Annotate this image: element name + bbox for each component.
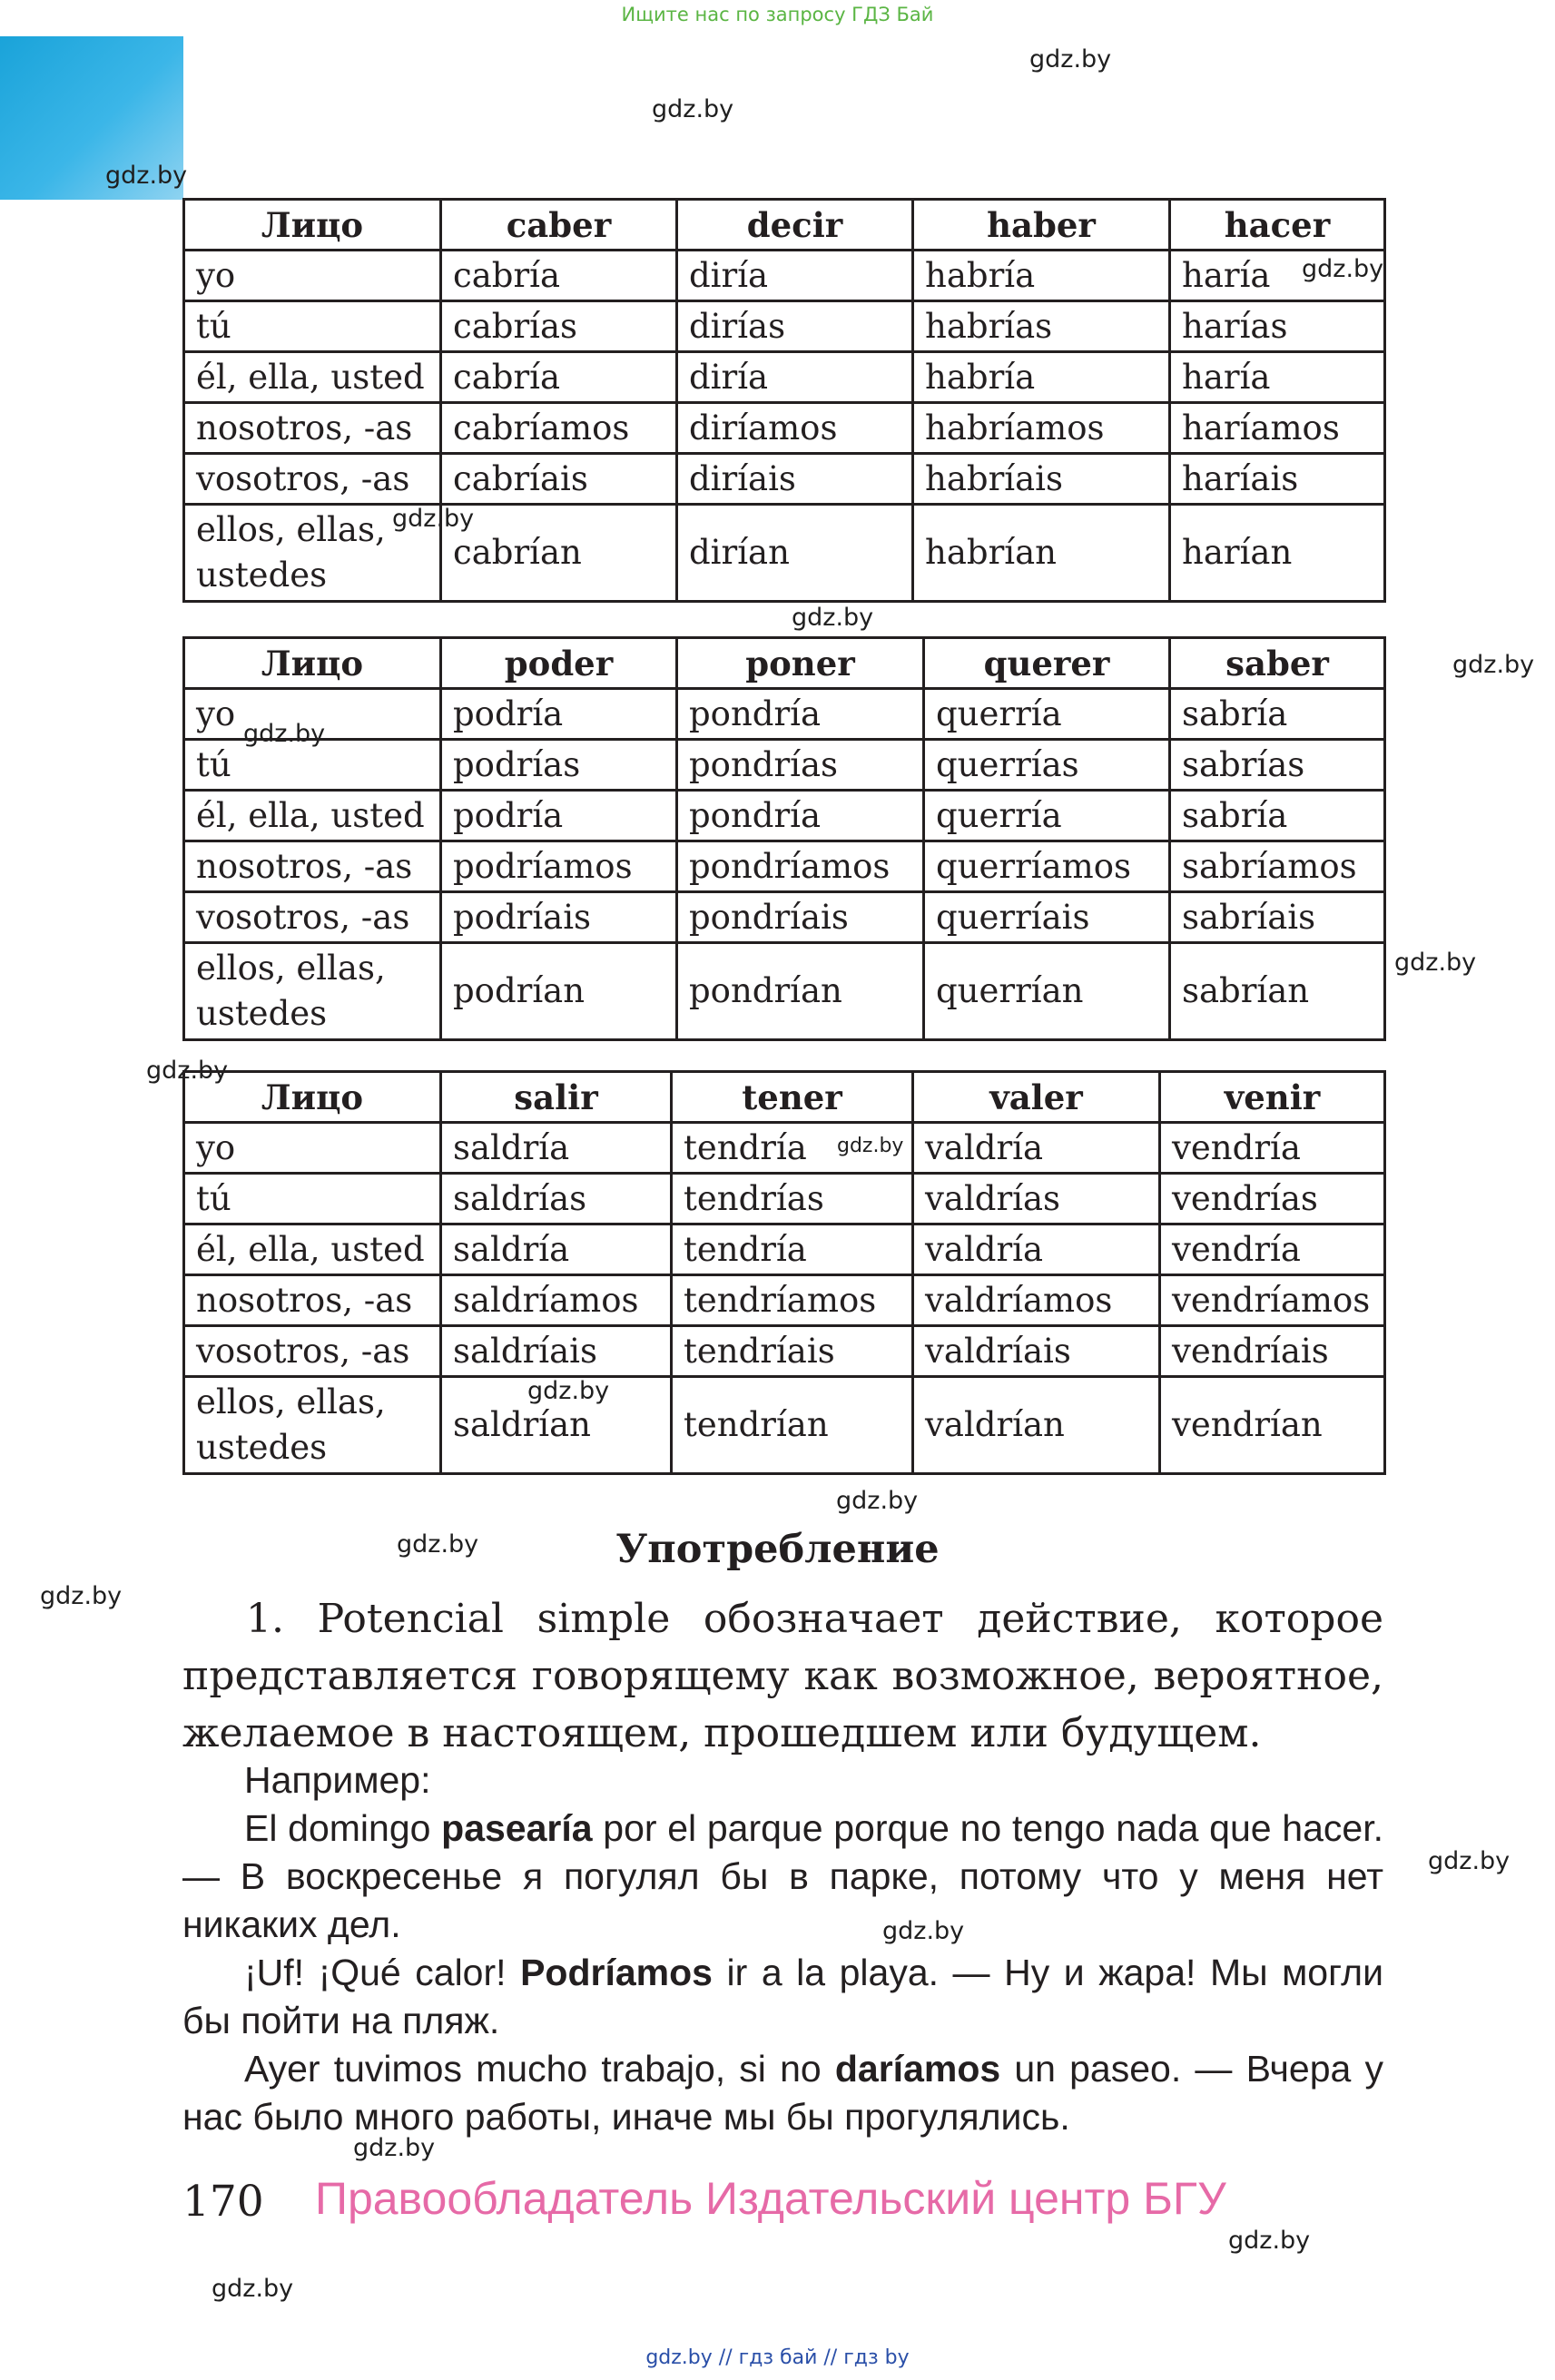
watermark: gdz.by	[792, 604, 874, 632]
header-verb: hacer	[1170, 200, 1385, 251]
example-item	[182, 1805, 1383, 1949]
person-cell: nosotros, -as	[184, 841, 441, 892]
page-number: 170	[182, 2177, 264, 2227]
watermark: gdz.by	[1452, 651, 1535, 679]
verb-cell: cabría	[441, 251, 677, 301]
verb-cell: haría	[1170, 251, 1385, 301]
verb-cell: querríamos	[924, 841, 1170, 892]
verb-cell: valdríais	[913, 1326, 1160, 1377]
watermark: gdz.by	[882, 1917, 965, 1945]
header-verb: venir	[1160, 1072, 1385, 1123]
table-header-row	[184, 638, 1385, 689]
example-text: por el parque porque no tengo nada que hacer. — В воскресенье я погулял бы в парке, потому что у меня нет никаких дел.	[182, 1807, 1383, 1945]
verb-cell: pondrías	[677, 740, 924, 791]
verb-cell: habrías	[913, 301, 1170, 352]
example-text: un paseo. — Вчера у нас было много работы, иначе мы бы прогулялись.	[182, 2048, 1383, 2138]
person-cell: él, ella, usted	[184, 352, 441, 403]
table-row	[184, 352, 1385, 403]
copyright-notice: Правообладатель Издательский центр БГУ	[315, 2173, 1226, 2224]
person-cell: yo	[184, 251, 441, 301]
verb-cell: harías	[1170, 301, 1385, 352]
header-verb: saber	[1170, 638, 1385, 689]
header-verb: salir	[441, 1072, 672, 1123]
verb-cell: querrías	[924, 740, 1170, 791]
table-row	[184, 689, 1385, 740]
watermark: gdz.by	[397, 1530, 479, 1559]
verb-cell: vendríais	[1160, 1326, 1385, 1377]
watermark: gdz.by	[837, 1135, 904, 1157]
conjugation-table-1	[182, 198, 1386, 603]
header-person: Лицо	[184, 638, 441, 689]
table-row	[184, 791, 1385, 841]
watermark: gdz.by	[1228, 2227, 1311, 2255]
verb-cell: habríais	[913, 454, 1170, 505]
verb-cell: querría	[924, 689, 1170, 740]
person-cell: ellos, ellas, ustedes	[184, 943, 441, 1040]
verb-cell: saldría	[441, 1123, 672, 1174]
table-row	[184, 403, 1385, 454]
table-row	[184, 1326, 1385, 1377]
verb-cell: diría	[677, 352, 913, 403]
table-header-row	[184, 200, 1385, 251]
example-text: ir a la playa. — Ну и жара! Мы могли бы пойти на пляж.	[182, 1952, 1383, 2041]
person-cell: nosotros, -as	[184, 1275, 441, 1326]
table-row	[184, 841, 1385, 892]
person-cell: él, ella, usted	[184, 791, 441, 841]
verb-cell: tendría	[672, 1224, 913, 1275]
watermark: gdz.by	[105, 162, 188, 190]
table-header-row	[184, 1072, 1385, 1123]
verb-cell: sabríais	[1170, 892, 1385, 943]
table-row	[184, 301, 1385, 352]
verb-cell: diría	[677, 251, 913, 301]
table-row	[184, 1174, 1385, 1224]
person-cell: vosotros, -as	[184, 1326, 441, 1377]
table-row	[184, 892, 1385, 943]
verb-cell: vendrías	[1160, 1174, 1385, 1224]
header-verb: decir	[677, 200, 913, 251]
table-row	[184, 1123, 1385, 1174]
watermark: gdz.by	[146, 1057, 229, 1085]
verb-cell: cabríamos	[441, 403, 677, 454]
verb-cell: diríais	[677, 454, 913, 505]
watermark: gdz.by	[1029, 45, 1112, 74]
verb-cell: sabrían	[1170, 943, 1385, 1040]
watermark: gdz.by	[1428, 1847, 1511, 1875]
verb-cell: haría	[1170, 352, 1385, 403]
table-row	[184, 1377, 1385, 1474]
conjugation-table-2	[182, 636, 1386, 1041]
verb-cell: pondrían	[677, 943, 924, 1040]
verb-cell: habría	[913, 352, 1170, 403]
example-text: El domingo	[244, 1807, 442, 1849]
header-verb: haber	[913, 200, 1170, 251]
table-row	[184, 1224, 1385, 1275]
verb-cell: vendría	[1160, 1123, 1385, 1174]
table-row	[184, 1275, 1385, 1326]
example-text: ¡Uf! ¡Qué calor!	[244, 1952, 521, 1993]
table-row	[184, 505, 1385, 602]
person-cell: ellos, ellas, ustedes	[184, 1377, 441, 1474]
person-cell: vosotros, -as	[184, 454, 441, 505]
verb-cell: querríais	[924, 892, 1170, 943]
verb-cell: sabría	[1170, 689, 1385, 740]
verb-cell: sabrías	[1170, 740, 1385, 791]
verb-cell: podrías	[441, 740, 677, 791]
usage-paragraph: 1. Potencial simple обозначает действие, которое представляется говорящему как возможное, вероятное, желаемое в настоящем, прошедшем или будущем.	[182, 1596, 1383, 1756]
watermark: gdz.by	[392, 505, 475, 533]
verb-cell: dirías	[677, 301, 913, 352]
verb-cell: cabrían	[441, 505, 677, 602]
verb-cell: vendrían	[1160, 1377, 1385, 1474]
watermark: gdz.by	[527, 1377, 610, 1405]
verb-cell: haríais	[1170, 454, 1385, 505]
person-cell: ellos, ellas, ustedes	[184, 505, 441, 602]
conjugation-table-3	[182, 1070, 1386, 1475]
example-verb: daríamos	[834, 2048, 1001, 2090]
verb-cell: dirían	[677, 505, 913, 602]
header-verb: caber	[441, 200, 677, 251]
verb-cell: saldría	[441, 1224, 672, 1275]
header-person: Лицо	[184, 200, 441, 251]
verb-cell: saldríamos	[441, 1275, 672, 1326]
top-banner[interactable]: Ищите нас по запросу ГДЗ Бай	[621, 4, 934, 25]
person-cell: tú	[184, 740, 441, 791]
person-cell: yo	[184, 1123, 441, 1174]
watermark: gdz.by	[836, 1487, 919, 1515]
watermark: gdz.by	[243, 720, 326, 748]
verb-cell: tendrías	[672, 1174, 913, 1224]
verb-cell: cabríais	[441, 454, 677, 505]
verb-cell: cabrías	[441, 301, 677, 352]
verb-cell: tendríamos	[672, 1275, 913, 1326]
watermark: gdz.by	[353, 2134, 436, 2162]
verb-cell: valdrías	[913, 1174, 1160, 1224]
verb-cell: harían	[1170, 505, 1385, 602]
watermark: gdz.by	[1302, 255, 1384, 283]
verb-cell: pondría	[677, 791, 924, 841]
example-verb: pasearía	[441, 1807, 593, 1849]
watermark: gdz.by	[652, 95, 734, 123]
verb-cell: podríamos	[441, 841, 677, 892]
verb-cell: pondríamos	[677, 841, 924, 892]
verb-cell: pondríais	[677, 892, 924, 943]
example-text: Ayer tuvimos mucho trabajo, si no	[244, 2048, 835, 2090]
verb-cell: saldrían	[441, 1377, 672, 1474]
verb-cell: habríamos	[913, 403, 1170, 454]
verb-cell: podrían	[441, 943, 677, 1040]
verb-cell: vendríamos	[1160, 1275, 1385, 1326]
header-verb: querer	[924, 638, 1170, 689]
verb-cell: sabría	[1170, 791, 1385, 841]
header-verb: poner	[677, 638, 924, 689]
watermark: gdz.by	[212, 2275, 294, 2303]
person-cell: vosotros, -as	[184, 892, 441, 943]
verb-cell: valdría	[913, 1123, 1160, 1174]
verb-cell: tendríais	[672, 1326, 913, 1377]
verb-cell: cabría	[441, 352, 677, 403]
verb-cell: haríamos	[1170, 403, 1385, 454]
header-verb: valer	[913, 1072, 1160, 1123]
verb-cell: valdría	[913, 1224, 1160, 1275]
verb-cell: diríamos	[677, 403, 913, 454]
table-row	[184, 251, 1385, 301]
header-verb: tener	[672, 1072, 913, 1123]
verb-cell: sabríamos	[1170, 841, 1385, 892]
example-item	[182, 1949, 1383, 2045]
person-cell: nosotros, -as	[184, 403, 441, 454]
table-row	[184, 454, 1385, 505]
verb-cell: valdríamos	[913, 1275, 1160, 1326]
footer-links[interactable]: gdz.by // гдз бай // гдз by	[645, 2346, 910, 2369]
watermark: gdz.by	[40, 1582, 123, 1610]
verb-cell: querría	[924, 791, 1170, 841]
person-cell: yo	[184, 689, 441, 740]
verb-cell: valdrían	[913, 1377, 1160, 1474]
header-verb: poder	[441, 638, 677, 689]
verb-cell: vendría	[1160, 1224, 1385, 1275]
example-label: Например:	[244, 1759, 431, 1801]
person-cell: tú	[184, 1174, 441, 1224]
verb-cell: querrían	[924, 943, 1170, 1040]
header-person: Лицо	[184, 1072, 441, 1123]
verb-cell: tendría	[672, 1123, 913, 1174]
example-verb: Podríamos	[520, 1952, 713, 1993]
verb-cell: podría	[441, 689, 677, 740]
verb-cell: podría	[441, 791, 677, 841]
section-title: Употребление	[615, 1527, 940, 1572]
example-item	[182, 2045, 1383, 2141]
table-row	[184, 943, 1385, 1040]
person-cell: él, ella, usted	[184, 1224, 441, 1275]
verb-cell: podríais	[441, 892, 677, 943]
verb-cell: habría	[913, 251, 1170, 301]
verb-cell: pondría	[677, 689, 924, 740]
verb-cell: saldríais	[441, 1326, 672, 1377]
verb-cell: habrían	[913, 505, 1170, 602]
verb-cell: tendrían	[672, 1377, 913, 1474]
person-cell: tú	[184, 301, 441, 352]
verb-cell: saldrías	[441, 1174, 672, 1224]
table-row	[184, 740, 1385, 791]
watermark: gdz.by	[1394, 949, 1477, 977]
